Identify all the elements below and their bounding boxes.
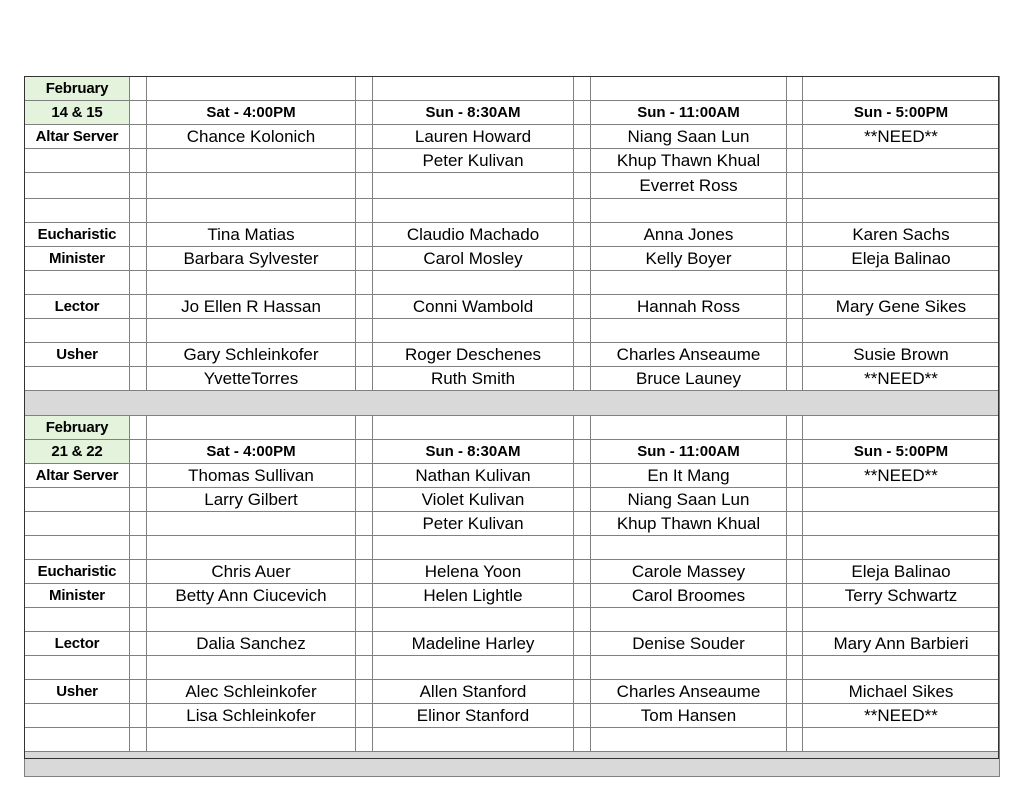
spacer-cell [787, 199, 803, 223]
schedule-row [25, 488, 1000, 512]
volunteer-name [373, 608, 574, 632]
spacer-cell [356, 416, 373, 440]
ministry-label [25, 199, 130, 223]
spacer-cell [356, 173, 373, 199]
volunteer-name [803, 149, 1000, 173]
spacer-cell [574, 704, 591, 728]
volunteer-name [803, 536, 1000, 560]
spacer-cell [574, 512, 591, 536]
spacer-cell [356, 512, 373, 536]
spacer-cell [130, 199, 147, 223]
volunteer-name [591, 656, 787, 680]
separator-cell [147, 391, 356, 416]
mass-times-row [25, 440, 1000, 464]
spacer-cell [787, 464, 803, 488]
volunteer-name: Madeline Harley [373, 632, 574, 656]
spacer-cell [373, 416, 574, 440]
separator-cell [803, 752, 1000, 777]
volunteer-name: Charles Anseaume [591, 680, 787, 704]
volunteer-name [591, 536, 787, 560]
volunteer-name [373, 199, 574, 223]
spacer-cell [147, 77, 356, 101]
spacer-cell [130, 77, 147, 101]
volunteer-name: Susie Brown [803, 343, 1000, 367]
volunteer-name [373, 656, 574, 680]
spacer-cell [130, 247, 147, 271]
volunteer-name: Bruce Launey [591, 367, 787, 391]
separator-cell [373, 752, 574, 777]
separator-cell [25, 752, 130, 777]
spacer-cell [130, 125, 147, 149]
spacer-cell [574, 101, 591, 125]
spacer-cell [574, 656, 591, 680]
volunteer-name [803, 488, 1000, 512]
spacer-cell [130, 149, 147, 173]
schedule-row [25, 680, 1000, 704]
mass-time-header: Sun - 8:30AM [373, 101, 574, 125]
spacer-cell [574, 199, 591, 223]
volunteer-name: Niang Saan Lun [591, 488, 787, 512]
spacer-cell [574, 173, 591, 199]
spacer-cell [356, 149, 373, 173]
volunteer-name: **NEED** [803, 704, 1000, 728]
spacer-cell [356, 464, 373, 488]
spacer-cell [356, 343, 373, 367]
ministry-label [25, 173, 130, 199]
mass-time-header: Sun - 11:00AM [591, 101, 787, 125]
weekend-date-days: 14 & 15 [25, 101, 130, 125]
spacer-cell [373, 77, 574, 101]
volunteer-name: Allen Stanford [373, 680, 574, 704]
spacer-cell [130, 512, 147, 536]
separator-cell [356, 752, 373, 777]
volunteer-name: Helena Yoon [373, 560, 574, 584]
volunteer-name: Lisa Schleinkofer [147, 704, 356, 728]
volunteer-name: Dalia Sanchez [147, 632, 356, 656]
separator-cell [803, 391, 1000, 416]
volunteer-name: Mary Gene Sikes [803, 295, 1000, 319]
schedule-row [25, 367, 1000, 391]
schedule-row [25, 464, 1000, 488]
volunteer-name [803, 512, 1000, 536]
spacer-cell [130, 343, 147, 367]
spacer-cell [574, 536, 591, 560]
schedule-row [25, 173, 1000, 199]
volunteer-name: Peter Kulivan [373, 149, 574, 173]
schedule-row [25, 536, 1000, 560]
spacer-cell [787, 247, 803, 271]
volunteer-name: Jo Ellen R Hassan [147, 295, 356, 319]
mass-time-header: Sun - 5:00PM [803, 440, 1000, 464]
spacer-cell [574, 632, 591, 656]
spacer-cell [130, 680, 147, 704]
volunteer-name: Chris Auer [147, 560, 356, 584]
spacer-cell [356, 608, 373, 632]
schedule-row [25, 584, 1000, 608]
spacer-cell [356, 584, 373, 608]
volunteer-name [803, 271, 1000, 295]
ministry-label [25, 149, 130, 173]
volunteer-name [147, 173, 356, 199]
volunteer-name: Nathan Kulivan [373, 464, 574, 488]
spacer-cell [130, 488, 147, 512]
spacer-cell [356, 728, 373, 752]
volunteer-name [803, 199, 1000, 223]
spacer-cell [787, 343, 803, 367]
ministry-label [25, 608, 130, 632]
schedule-row [25, 271, 1000, 295]
volunteer-name: Alec Schleinkofer [147, 680, 356, 704]
spacer-cell [803, 77, 1000, 101]
spacer-cell [787, 704, 803, 728]
volunteer-name: Michael Sikes [803, 680, 1000, 704]
separator-cell [787, 752, 803, 777]
volunteer-name: Claudio Machado [373, 223, 574, 247]
spacer-cell [574, 416, 591, 440]
spacer-cell [787, 416, 803, 440]
schedule-row [25, 199, 1000, 223]
spacer-cell [787, 584, 803, 608]
spacer-cell [130, 608, 147, 632]
spacer-cell [787, 173, 803, 199]
spacer-cell [130, 656, 147, 680]
spacer-cell [356, 77, 373, 101]
volunteer-name: Kelly Boyer [591, 247, 787, 271]
spacer-cell [574, 440, 591, 464]
volunteer-name: Anna Jones [591, 223, 787, 247]
volunteer-name: En It Mang [591, 464, 787, 488]
volunteer-name: Khup Thawn Khual [591, 512, 787, 536]
spacer-cell [130, 704, 147, 728]
mass-time-header: Sat - 4:00PM [147, 440, 356, 464]
date-row [25, 77, 1000, 101]
spacer-cell [574, 488, 591, 512]
volunteer-name: Hannah Ross [591, 295, 787, 319]
volunteer-name [373, 173, 574, 199]
mass-time-header: Sun - 5:00PM [803, 101, 1000, 125]
spacer-cell [787, 656, 803, 680]
spacer-cell [130, 536, 147, 560]
spacer-cell [356, 271, 373, 295]
ministry-label [25, 704, 130, 728]
spacer-cell [356, 223, 373, 247]
spacer-cell [574, 560, 591, 584]
separator-cell [591, 752, 787, 777]
spacer-cell [787, 728, 803, 752]
volunteer-name: Charles Anseaume [591, 343, 787, 367]
spacer-cell [130, 584, 147, 608]
schedule-row [25, 632, 1000, 656]
volunteer-name: Mary Ann Barbieri [803, 632, 1000, 656]
volunteer-name: Roger Deschenes [373, 343, 574, 367]
spacer-cell [356, 560, 373, 584]
volunteer-name: Gary Schleinkofer [147, 343, 356, 367]
spacer-cell [787, 223, 803, 247]
volunteer-name: Eleja Balinao [803, 247, 1000, 271]
volunteer-name [803, 728, 1000, 752]
spacer-cell [574, 125, 591, 149]
schedule-row [25, 608, 1000, 632]
spacer-cell [591, 416, 787, 440]
spacer-cell [356, 125, 373, 149]
spacer-cell [574, 680, 591, 704]
spacer-cell [574, 343, 591, 367]
volunteer-name [591, 199, 787, 223]
schedule-row [25, 247, 1000, 271]
separator-cell [591, 391, 787, 416]
mass-time-header: Sun - 8:30AM [373, 440, 574, 464]
spacer-cell [787, 512, 803, 536]
volunteer-name: Violet Kulivan [373, 488, 574, 512]
spacer-cell [574, 77, 591, 101]
separator-cell [147, 752, 356, 777]
schedule-row [25, 560, 1000, 584]
schedule-row [25, 512, 1000, 536]
spacer-cell [803, 416, 1000, 440]
spacer-cell [356, 440, 373, 464]
volunteer-name: Thomas Sullivan [147, 464, 356, 488]
ministry-label: Lector [25, 295, 130, 319]
spacer-cell [130, 101, 147, 125]
spacer-cell [130, 464, 147, 488]
spacer-cell [787, 680, 803, 704]
spacer-cell [787, 101, 803, 125]
ministry-label [25, 271, 130, 295]
spacer-cell [356, 367, 373, 391]
spacer-cell [356, 101, 373, 125]
spacer-cell [130, 367, 147, 391]
volunteer-name [803, 173, 1000, 199]
separator-cell [130, 391, 147, 416]
spacer-cell [787, 77, 803, 101]
mass-time-header: Sun - 11:00AM [591, 440, 787, 464]
schedule-row [25, 656, 1000, 680]
spacer-cell [787, 440, 803, 464]
volunteer-name [373, 271, 574, 295]
ministry-label [25, 512, 130, 536]
spacer-cell [574, 319, 591, 343]
spacer-cell [130, 173, 147, 199]
volunteer-name [591, 608, 787, 632]
separator-cell [574, 391, 591, 416]
spacer-cell [356, 488, 373, 512]
volunteer-name: Ruth Smith [373, 367, 574, 391]
spacer-cell [574, 464, 591, 488]
spacer-cell [130, 416, 147, 440]
ministry-schedule-table [24, 76, 1000, 777]
ministry-label: Usher [25, 680, 130, 704]
spacer-cell [787, 367, 803, 391]
separator-cell [574, 752, 591, 777]
volunteer-name: Niang Saan Lun [591, 125, 787, 149]
spacer-cell [130, 319, 147, 343]
spacer-cell [787, 295, 803, 319]
spacer-cell [147, 416, 356, 440]
spacer-cell [356, 199, 373, 223]
volunteer-name: YvetteTorres [147, 367, 356, 391]
volunteer-name [147, 728, 356, 752]
ministry-label: Altar Server [25, 464, 130, 488]
weekend-date-days: 21 & 22 [25, 440, 130, 464]
separator-cell [25, 391, 130, 416]
volunteer-name: Helen Lightle [373, 584, 574, 608]
volunteer-name: Conni Wambold [373, 295, 574, 319]
spacer-cell [130, 271, 147, 295]
spacer-cell [787, 125, 803, 149]
ministry-label [25, 728, 130, 752]
volunteer-name: Khup Thawn Khual [591, 149, 787, 173]
spacer-cell [574, 149, 591, 173]
volunteer-name: Terry Schwartz [803, 584, 1000, 608]
spacer-cell [787, 271, 803, 295]
schedule-row [25, 125, 1000, 149]
spacer-cell [787, 560, 803, 584]
separator-cell [373, 391, 574, 416]
schedule-row [25, 319, 1000, 343]
volunteer-name: Eleja Balinao [803, 560, 1000, 584]
spacer-cell [787, 536, 803, 560]
ministry-label: Minister [25, 247, 130, 271]
volunteer-name: Tom Hansen [591, 704, 787, 728]
spacer-cell [574, 584, 591, 608]
volunteer-name: Barbara Sylvester [147, 247, 356, 271]
volunteer-name: Everret Ross [591, 173, 787, 199]
volunteer-name: Karen Sachs [803, 223, 1000, 247]
spacer-cell [130, 295, 147, 319]
volunteer-name [147, 319, 356, 343]
spacer-cell [787, 488, 803, 512]
volunteer-name: Carole Massey [591, 560, 787, 584]
volunteer-name [591, 271, 787, 295]
volunteer-name: **NEED** [803, 464, 1000, 488]
volunteer-name [803, 319, 1000, 343]
spacer-cell [574, 728, 591, 752]
spacer-cell [356, 632, 373, 656]
volunteer-name [147, 536, 356, 560]
schedule-row [25, 343, 1000, 367]
ministry-label [25, 656, 130, 680]
spacer-cell [130, 560, 147, 584]
volunteer-name: Lauren Howard [373, 125, 574, 149]
weekend-separator [25, 391, 1000, 416]
volunteer-name: Denise Souder [591, 632, 787, 656]
spacer-cell [356, 680, 373, 704]
ministry-label: Eucharistic [25, 560, 130, 584]
spacer-cell [574, 295, 591, 319]
schedule-row [25, 295, 1000, 319]
ministry-label [25, 536, 130, 560]
volunteer-name: **NEED** [803, 367, 1000, 391]
weekend-date-month: February [25, 77, 130, 101]
volunteer-name: Peter Kulivan [373, 512, 574, 536]
spacer-cell [787, 149, 803, 173]
weekend-separator [25, 752, 1000, 777]
spacer-cell [356, 536, 373, 560]
volunteer-name [803, 656, 1000, 680]
separator-cell [356, 391, 373, 416]
volunteer-name: Tina Matias [147, 223, 356, 247]
spacer-cell [356, 247, 373, 271]
volunteer-name: Larry Gilbert [147, 488, 356, 512]
separator-cell [787, 391, 803, 416]
volunteer-name [147, 149, 356, 173]
volunteer-name [147, 271, 356, 295]
volunteer-name: Carol Mosley [373, 247, 574, 271]
mass-time-header: Sat - 4:00PM [147, 101, 356, 125]
spacer-cell [356, 656, 373, 680]
volunteer-name [373, 536, 574, 560]
schedule-row [25, 704, 1000, 728]
weekend-date-month: February [25, 416, 130, 440]
volunteer-name: Betty Ann Ciucevich [147, 584, 356, 608]
mass-times-row [25, 101, 1000, 125]
ministry-label [25, 488, 130, 512]
spacer-cell [574, 247, 591, 271]
volunteer-name [373, 728, 574, 752]
ministry-label: Eucharistic [25, 223, 130, 247]
volunteer-name [591, 319, 787, 343]
volunteer-name: Carol Broomes [591, 584, 787, 608]
spacer-cell [356, 704, 373, 728]
spacer-cell [356, 295, 373, 319]
spacer-cell [787, 319, 803, 343]
volunteer-name [147, 608, 356, 632]
spacer-cell [130, 632, 147, 656]
spacer-cell [574, 271, 591, 295]
spacer-cell [591, 77, 787, 101]
ministry-label: Lector [25, 632, 130, 656]
volunteer-name [591, 728, 787, 752]
schedule-row [25, 149, 1000, 173]
ministry-label: Minister [25, 584, 130, 608]
ministry-label [25, 319, 130, 343]
volunteer-name: Elinor Stanford [373, 704, 574, 728]
spacer-cell [574, 608, 591, 632]
volunteer-name: Chance Kolonich [147, 125, 356, 149]
spacer-cell [130, 440, 147, 464]
spacer-cell [130, 728, 147, 752]
ministry-label: Altar Server [25, 125, 130, 149]
spacer-cell [574, 367, 591, 391]
ministry-label: Usher [25, 343, 130, 367]
schedule-row [25, 223, 1000, 247]
volunteer-name [147, 656, 356, 680]
spacer-cell [356, 319, 373, 343]
date-row [25, 416, 1000, 440]
spacer-cell [574, 223, 591, 247]
schedule-row [25, 728, 1000, 752]
volunteer-name [147, 199, 356, 223]
spacer-cell [130, 223, 147, 247]
volunteer-name: **NEED** [803, 125, 1000, 149]
separator-cell [130, 752, 147, 777]
spacer-cell [787, 632, 803, 656]
spacer-cell [787, 608, 803, 632]
volunteer-name [147, 512, 356, 536]
volunteer-name [373, 319, 574, 343]
ministry-label [25, 367, 130, 391]
volunteer-name [803, 608, 1000, 632]
